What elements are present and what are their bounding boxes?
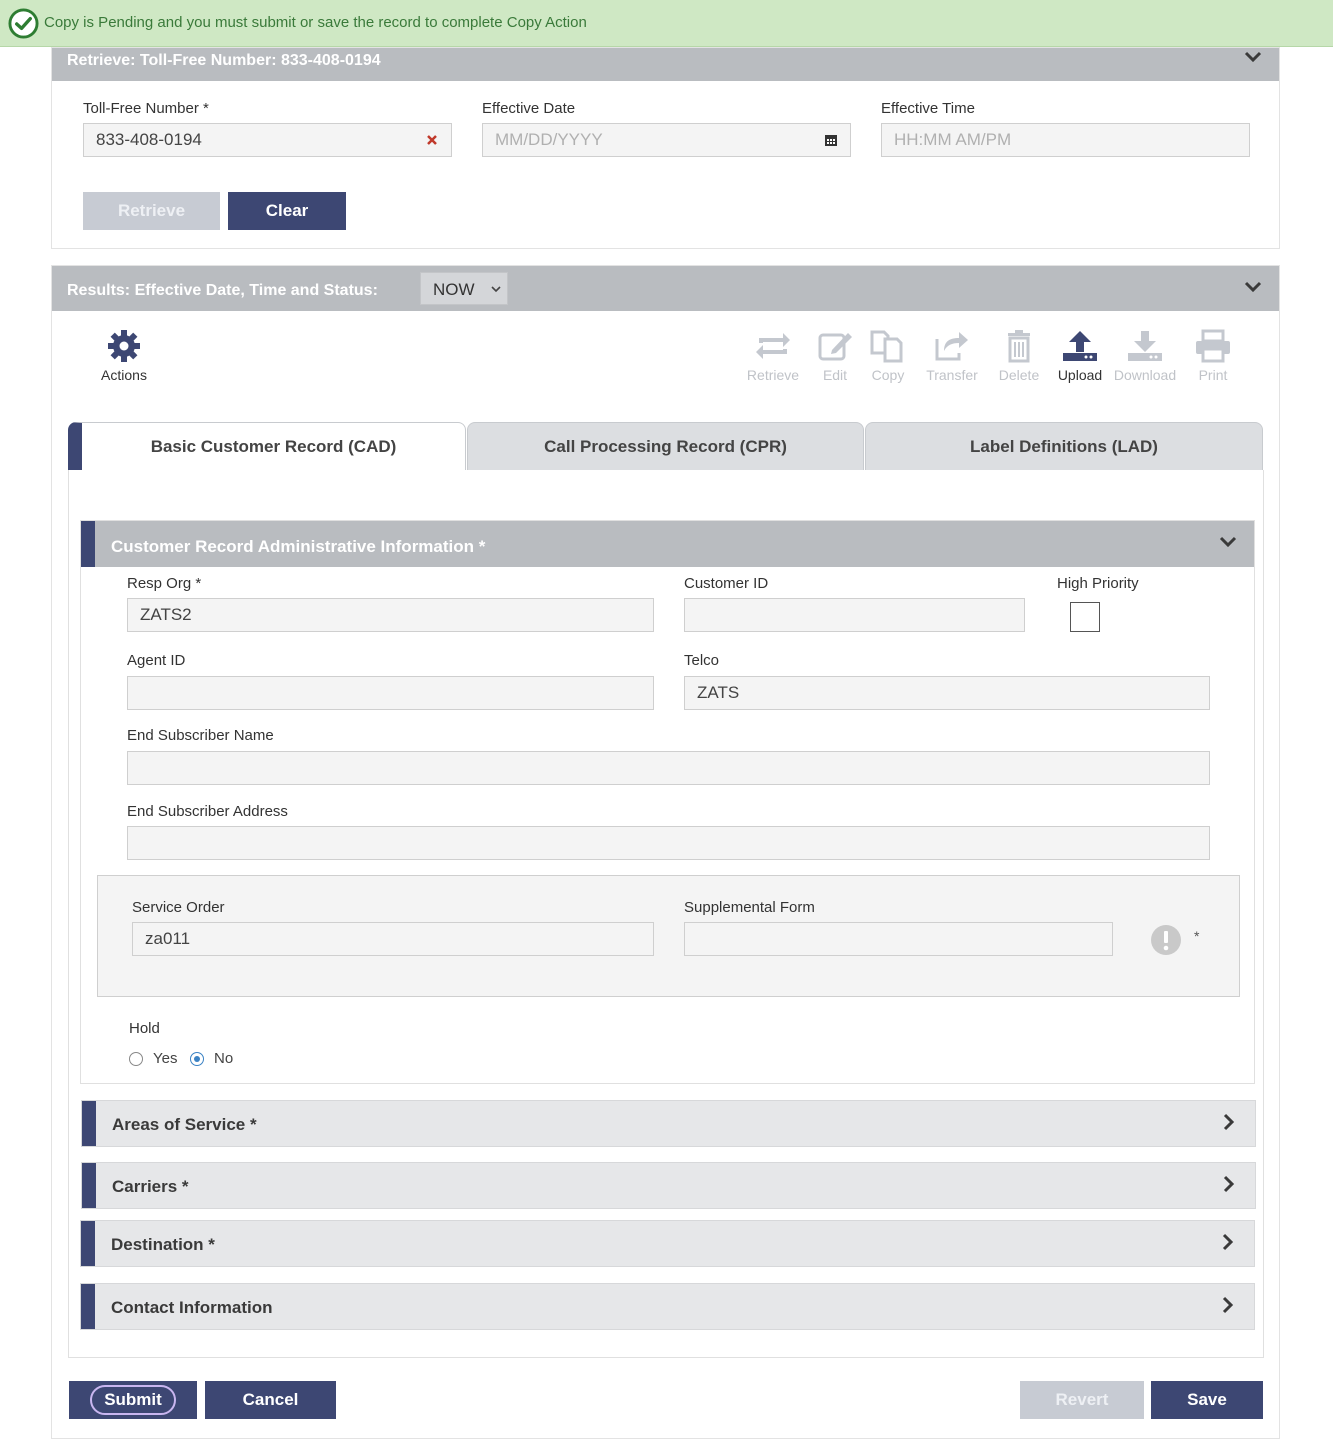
toolbar-label: Transfer [926, 367, 978, 383]
telco-input[interactable]: ZATS [684, 676, 1210, 710]
hold-yes-label: Yes [153, 1050, 178, 1067]
results-panel [51, 265, 1280, 1439]
toolbar-label: Delete [998, 367, 1040, 383]
end-subscriber-name-label: End Subscriber Name [127, 727, 274, 744]
hold-no-label: No [214, 1050, 234, 1067]
check-circle-icon [8, 8, 39, 39]
revert-button[interactable]: Revert [1020, 1381, 1144, 1419]
results-panel-title: Results: Effective Date, Time and Status: [67, 282, 378, 299]
accordion-title: Areas of Service * [112, 1115, 257, 1134]
results-panel-header [52, 266, 1279, 311]
chevron-right-icon [1223, 1175, 1235, 1193]
end-subscriber-name-input[interactable] [127, 751, 1210, 785]
banner-message: Copy is Pending and you must submit or save the record to complete Copy Action [44, 14, 587, 31]
chevron-right-icon [1223, 1113, 1235, 1131]
accordion-carriers[interactable] [81, 1162, 1256, 1209]
toolbar-retrieve-button[interactable] [741, 329, 805, 383]
edit-icon [815, 329, 855, 363]
tab-content-cad [68, 470, 1264, 1358]
calendar-icon [824, 133, 838, 147]
submit-button[interactable] [69, 1381, 197, 1419]
toolbar-delete-button[interactable] [987, 329, 1051, 383]
clear-button[interactable]: Clear [228, 192, 346, 230]
section-title: Customer Record Administrative Information * [111, 537, 486, 556]
supplemental-form-label: Supplemental Form [684, 899, 815, 916]
supplemental-form-input[interactable] [684, 922, 1113, 956]
toolbar-label: Retrieve [746, 367, 800, 383]
retrieve-panel-header[interactable] [52, 48, 1279, 81]
toolbar-label: Copy [871, 367, 905, 383]
retrieve-button[interactable]: Retrieve [83, 192, 220, 230]
calendar-button[interactable] [811, 123, 851, 157]
status-banner [0, 0, 1333, 47]
toolbar-upload-button[interactable] [1048, 329, 1112, 383]
close-icon [426, 134, 438, 146]
accordion-title: Carriers * [112, 1177, 189, 1196]
hold-no-radio[interactable] [190, 1052, 204, 1066]
actions-button[interactable] [92, 329, 156, 383]
eff-date-input[interactable]: MM/DD/YYYY [482, 123, 812, 157]
toolbar-download-button[interactable] [1113, 329, 1177, 383]
tab-lad[interactable]: Label Definitions (LAD) [865, 422, 1263, 470]
hold-label: Hold [129, 1020, 160, 1037]
upload-icon [1060, 329, 1100, 363]
agent-id-label: Agent ID [127, 652, 186, 669]
download-icon [1125, 329, 1165, 363]
retrieve-panel [51, 47, 1280, 249]
print-icon [1193, 329, 1233, 363]
resp-org-label: Resp Org * [127, 575, 202, 592]
eff-time-input[interactable]: HH:MM AM/PM [881, 123, 1250, 157]
cancel-button[interactable]: Cancel [205, 1381, 336, 1419]
gear-icon [107, 329, 141, 363]
status-select-value: NOW [433, 280, 475, 299]
toolbar-print-button[interactable] [1181, 329, 1245, 383]
customer-id-label: Customer ID [684, 575, 769, 592]
high-priority-checkbox[interactable] [1070, 602, 1100, 632]
tab-cad[interactable]: Basic Customer Record (CAD) [68, 422, 466, 470]
chevron-right-icon [1222, 1233, 1234, 1251]
cad-admin-section-header[interactable] [81, 521, 1254, 567]
actions-label: Actions [101, 367, 147, 383]
accordion-title: Contact Information [111, 1298, 273, 1317]
trash-icon [999, 329, 1039, 363]
toolbar-label: Download [1113, 367, 1177, 383]
accordion-contact-information[interactable] [80, 1283, 1255, 1330]
accordion-title: Destination * [111, 1235, 215, 1254]
high-priority-label: High Priority [1057, 575, 1139, 592]
toolbar-label: Upload [1057, 367, 1103, 383]
share-icon [932, 329, 972, 363]
toolbar-copy-button[interactable] [856, 329, 920, 383]
chevron-right-icon [1222, 1296, 1234, 1314]
eff-time-label: Effective Time [881, 100, 975, 117]
chevron-down-icon[interactable] [1244, 51, 1262, 63]
tab-cpr[interactable]: Call Processing Record (CPR) [467, 422, 864, 470]
agent-id-input[interactable] [127, 676, 654, 710]
toolbar-label: Edit [822, 367, 848, 383]
end-subscriber-address-input[interactable] [127, 826, 1210, 860]
required-asterisk: * [1194, 928, 1200, 944]
customer-id-input[interactable] [684, 598, 1025, 632]
submit-label: Submit [90, 1385, 176, 1415]
service-order-label: Service Order [132, 899, 225, 916]
retrieve-panel-title: Retrieve: Toll-Free Number: 833-408-0194 [67, 52, 381, 69]
exclamation-icon [1150, 924, 1182, 956]
hold-yes-radio[interactable] [129, 1052, 143, 1066]
accordion-areas-of-service[interactable] [81, 1100, 1256, 1147]
eff-date-label: Effective Date [482, 100, 576, 117]
tfn-label: Toll-Free Number * [83, 100, 209, 117]
service-order-input[interactable]: za011 [132, 922, 654, 956]
end-subscriber-address-label: End Subscriber Address [127, 803, 288, 820]
clear-tfn-button[interactable] [412, 123, 452, 157]
toolbar-transfer-button[interactable] [920, 329, 984, 383]
status-select[interactable] [420, 272, 508, 305]
tfn-input[interactable]: 833-408-0194 [83, 123, 413, 157]
telco-label: Telco [684, 652, 720, 669]
resp-org-input[interactable]: ZATS2 [127, 598, 654, 632]
accordion-destination[interactable] [80, 1220, 1255, 1267]
cad-admin-section [80, 520, 1255, 1084]
toolbar-label: Print [1198, 367, 1228, 383]
save-button[interactable]: Save [1151, 1381, 1263, 1419]
retrieve-icon [753, 329, 793, 363]
chevron-down-icon [491, 286, 501, 293]
chevron-down-icon [1219, 536, 1237, 548]
chevron-down-icon[interactable] [1244, 281, 1262, 293]
copy-icon [868, 329, 908, 363]
service-order-box [97, 875, 1240, 997]
